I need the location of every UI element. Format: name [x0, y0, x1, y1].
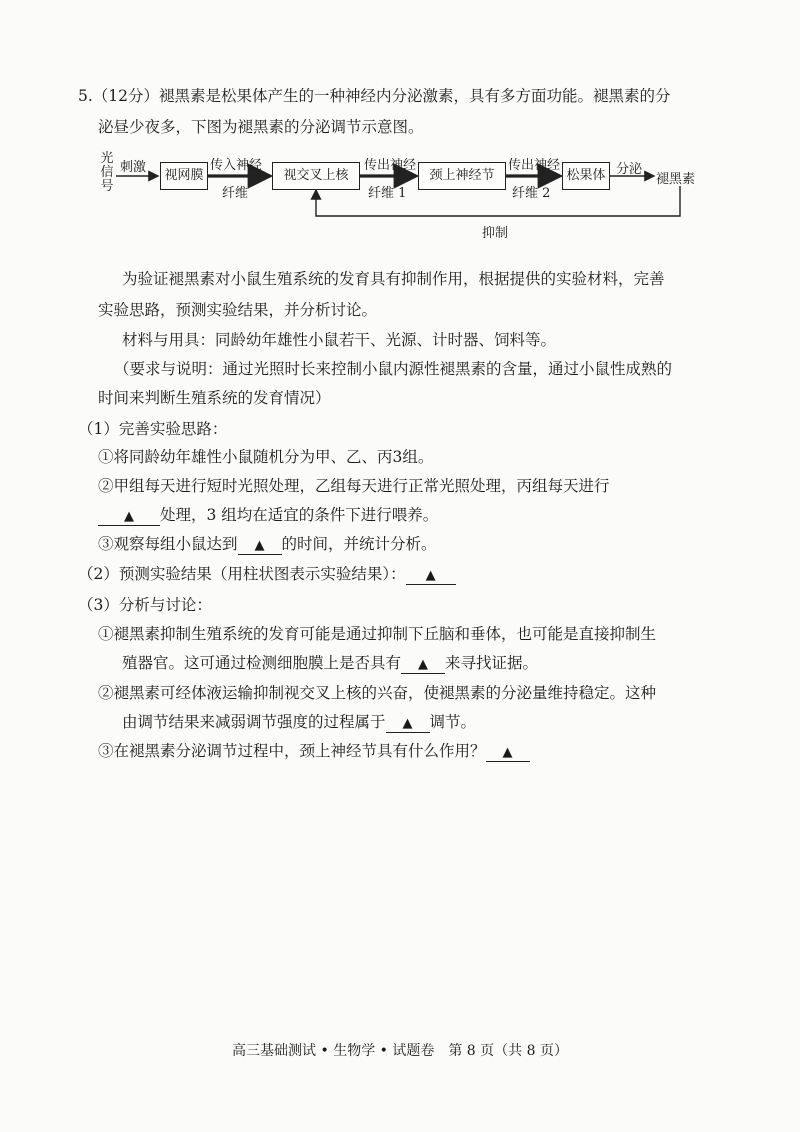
part1-step1: ①将同龄幼年雄性小鼠随机分为甲、乙、丙3组。: [98, 448, 434, 466]
light-signal-label: 光信号: [100, 151, 114, 194]
part1-step2-line1: ②甲组每天进行短时光照处理，乙组每天进行正常光照处理，丙组每天进行: [98, 477, 610, 495]
pineal-box: 松果体: [562, 162, 610, 190]
scn-box: 视交叉上核: [272, 162, 360, 190]
page-footer: 高三基础测试 • 生物学 • 试题卷 第 8 页（共 8 页）: [232, 1043, 568, 1059]
part1-step3: ③观察每组小鼠达到 ▲ 的时间，并统计分析。: [98, 535, 437, 553]
melatonin-label: 褪黑素: [656, 172, 696, 187]
para1-line2: 实验思路，预测实验结果，并分析讨论。: [98, 301, 378, 319]
materials-line: 材料与用具：同龄幼年雄性小鼠若干、光源、计时器、饲料等。: [122, 331, 557, 349]
scg-box: 颈上神经节: [418, 162, 506, 190]
question-intro-line2: 泌昼少夜多，下图为褪黑素的分泌调节示意图。: [98, 118, 424, 136]
answer-blank-2[interactable]: ▲: [238, 538, 282, 555]
efferent-fiber2-label-top: 传出神经: [508, 158, 561, 173]
efferent-fiber2-label-bottom: 纤维 2: [512, 186, 551, 201]
answer-blank-6[interactable]: ▲: [486, 745, 530, 762]
question-intro-line1: 5.（12分）褪黑素是松果体产生的一种神经内分泌激素，具有多方面功能。褪黑素的分: [78, 87, 671, 105]
part3-q2-line1: ②褪黑素可经体液运输抑制视交叉上核的兴奋，使褪黑素的分泌量维持稳定。这种: [98, 684, 657, 702]
inhibit-label: 抑制: [482, 226, 509, 241]
part3-title: （3）分析与讨论：: [78, 596, 212, 614]
question-points: （12分）: [92, 87, 160, 105]
part3-q1-line2: 殖器官。这可通过检测细胞膜上是否具有 ▲ 来寻找证据。: [122, 654, 539, 672]
requirements-line1: （要求与说明：通过光照时长来控制小鼠内源性褪黑素的含量，通过小鼠性成熟的: [114, 360, 673, 378]
answer-blank-4[interactable]: ▲: [401, 657, 445, 674]
answer-blank-1[interactable]: ▲: [98, 509, 160, 526]
part1-step2-line2: ▲ 处理，3 组均在适宜的条件下进行喂养。: [98, 505, 438, 526]
part3-q3: ③在褪黑素分泌调节过程中，颈上神经节具有什么作用？ ▲: [98, 741, 530, 762]
afferent-fiber-label-top: 传入神经: [210, 158, 263, 173]
efferent-fiber1-label-top: 传出神经: [364, 158, 417, 173]
part3-q1-line1: ①褪黑素抑制生殖系统的发育可能是通过抑制下丘脑和垂体，也可能是直接抑制生: [98, 625, 657, 643]
part2-title: （2）预测实验结果（用柱状图表示实验结果）： ▲: [78, 564, 456, 585]
stimulus-label: 刺激: [120, 160, 147, 175]
para1-line1: 为验证褪黑素对小鼠生殖系统的发育具有抑制作用，根据提供的实验材料，完善: [122, 270, 665, 288]
part3-q2-line2: 由调节结果来减弱调节强度的过程属于 ▲ 调节。: [122, 713, 477, 731]
secrete-label: 分泌: [616, 162, 643, 177]
afferent-fiber-label-bottom: 纤维: [222, 186, 249, 201]
part1-title: （1）完善实验思路：: [78, 420, 228, 438]
melatonin-regulation-diagram: [98, 150, 718, 246]
retina-box: 视网膜: [160, 162, 208, 190]
efferent-fiber1-label-bottom: 纤维 1: [368, 186, 407, 201]
question-number: 5.: [78, 87, 93, 105]
answer-blank-5[interactable]: ▲: [386, 716, 430, 733]
requirements-line2: 时间来判断生殖系统的发育情况）: [98, 389, 331, 407]
answer-blank-3[interactable]: ▲: [406, 568, 456, 585]
